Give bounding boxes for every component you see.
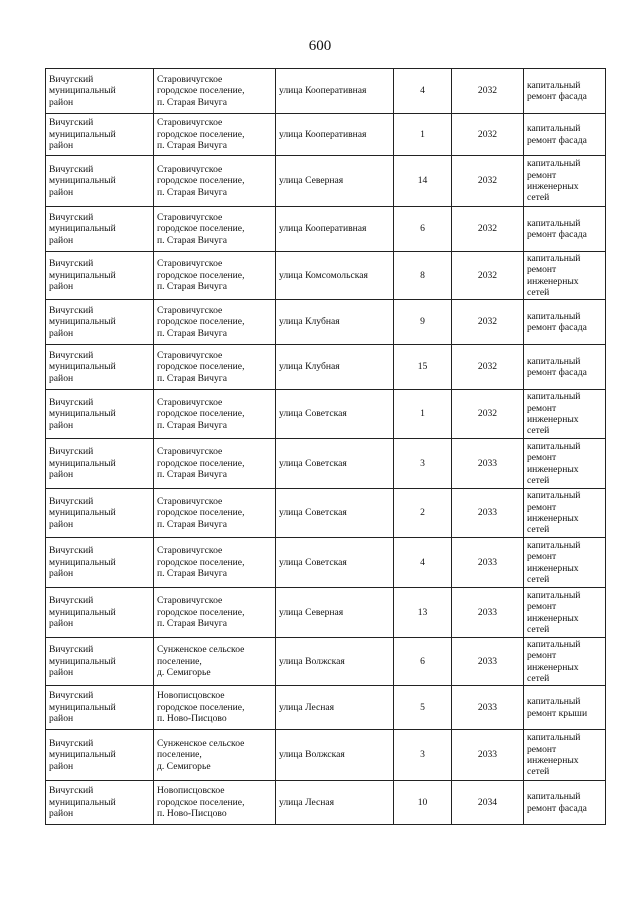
table-row — [46, 390, 606, 439]
street-cell: улица Советская — [276, 538, 394, 588]
district-cell: Вичугский муниципальный район — [46, 114, 154, 156]
district-cell: Вичугский муниципальный район — [46, 69, 154, 114]
settlement-cell: Сунженское сельское поселение, д. Семигорье — [154, 638, 276, 686]
house-number-cell: 6 — [394, 207, 452, 252]
table-row — [46, 345, 606, 390]
table-row — [46, 439, 606, 489]
work-type-cell: капитальный ремонт инженерных сетей — [524, 156, 606, 207]
house-number-cell: 3 — [394, 730, 452, 781]
district-cell: Вичугский муниципальный район — [46, 538, 154, 588]
year-cell: 2033 — [452, 439, 524, 489]
work-type-cell: капитальный ремонт инженерных сетей — [524, 252, 606, 300]
year-cell: 2032 — [452, 390, 524, 439]
street-cell: улица Советская — [276, 489, 394, 538]
house-number-cell: 5 — [394, 686, 452, 730]
table-row — [46, 781, 606, 825]
street-cell: улица Кооперативная — [276, 207, 394, 252]
housing-repair-table — [45, 68, 606, 825]
house-number-cell: 2 — [394, 489, 452, 538]
street-cell: улица Клубная — [276, 300, 394, 345]
house-number-cell: 14 — [394, 156, 452, 207]
table-row — [46, 686, 606, 730]
street-cell: улица Лесная — [276, 781, 394, 825]
district-cell: Вичугский муниципальный район — [46, 638, 154, 686]
house-number-cell: 1 — [394, 390, 452, 439]
work-type-cell: капитальный ремонт инженерных сетей — [524, 439, 606, 489]
year-cell: 2032 — [452, 345, 524, 390]
year-cell: 2033 — [452, 588, 524, 638]
district-cell: Вичугский муниципальный район — [46, 345, 154, 390]
settlement-cell: Старовичугское городское поселение, п. Старая Вичуга — [154, 390, 276, 439]
table-row — [46, 114, 606, 156]
district-cell: Вичугский муниципальный район — [46, 781, 154, 825]
settlement-cell: Старовичугское городское поселение, п. Старая Вичуга — [154, 538, 276, 588]
street-cell: улица Клубная — [276, 345, 394, 390]
year-cell: 2033 — [452, 538, 524, 588]
district-cell: Вичугский муниципальный район — [46, 252, 154, 300]
district-cell: Вичугский муниципальный район — [46, 439, 154, 489]
work-type-cell: капитальный ремонт фасада — [524, 69, 606, 114]
house-number-cell: 10 — [394, 781, 452, 825]
district-cell: Вичугский муниципальный район — [46, 156, 154, 207]
table-row — [46, 638, 606, 686]
street-cell: улица Северная — [276, 156, 394, 207]
house-number-cell: 8 — [394, 252, 452, 300]
work-type-cell: капитальный ремонт фасада — [524, 345, 606, 390]
street-cell: улица Советская — [276, 390, 394, 439]
district-cell: Вичугский муниципальный район — [46, 207, 154, 252]
work-type-cell: капитальный ремонт фасада — [524, 300, 606, 345]
work-type-cell: капитальный ремонт фасада — [524, 114, 606, 156]
table-row — [46, 730, 606, 781]
district-cell: Вичугский муниципальный район — [46, 588, 154, 638]
street-cell: улица Советская — [276, 439, 394, 489]
house-number-cell: 6 — [394, 638, 452, 686]
settlement-cell: Новописцовское городское поселение, п. Ново-Писцово — [154, 686, 276, 730]
year-cell: 2033 — [452, 489, 524, 538]
year-cell: 2033 — [452, 638, 524, 686]
settlement-cell: Старовичугское городское поселение, п. Старая Вичуга — [154, 207, 276, 252]
work-type-cell: капитальный ремонт инженерных сетей — [524, 638, 606, 686]
page-number: 600 — [308, 38, 332, 54]
year-cell: 2032 — [452, 300, 524, 345]
year-cell: 2032 — [452, 252, 524, 300]
table-row — [46, 300, 606, 345]
work-type-cell: капитальный ремонт инженерных сетей — [524, 730, 606, 781]
table-row — [46, 156, 606, 207]
house-number-cell: 15 — [394, 345, 452, 390]
year-cell: 2032 — [452, 156, 524, 207]
street-cell: улица Кооперативная — [276, 114, 394, 156]
work-type-cell: капитальный ремонт фасада — [524, 207, 606, 252]
work-type-cell: капитальный ремонт фасада — [524, 781, 606, 825]
street-cell: улица Волжская — [276, 730, 394, 781]
work-type-cell: капитальный ремонт инженерных сетей — [524, 489, 606, 538]
house-number-cell: 13 — [394, 588, 452, 638]
street-cell: улица Северная — [276, 588, 394, 638]
work-type-cell: капитальный ремонт инженерных сетей — [524, 588, 606, 638]
settlement-cell: Старовичугское городское поселение, п. Старая Вичуга — [154, 345, 276, 390]
district-cell: Вичугский муниципальный район — [46, 390, 154, 439]
house-number-cell: 1 — [394, 114, 452, 156]
table-row — [46, 538, 606, 588]
work-type-cell: капитальный ремонт инженерных сетей — [524, 538, 606, 588]
work-type-cell: капитальный ремонт инженерных сетей — [524, 390, 606, 439]
settlement-cell: Старовичугское городское поселение, п. Старая Вичуга — [154, 252, 276, 300]
street-cell: улица Кооперативная — [276, 69, 394, 114]
year-cell: 2032 — [452, 207, 524, 252]
district-cell: Вичугский муниципальный район — [46, 686, 154, 730]
table-row — [46, 489, 606, 538]
year-cell: 2032 — [452, 69, 524, 114]
settlement-cell: Старовичугское городское поселение, п. Старая Вичуга — [154, 114, 276, 156]
settlement-cell: Старовичугское городское поселение, п. Старая Вичуга — [154, 156, 276, 207]
year-cell: 2032 — [452, 114, 524, 156]
district-cell: Вичугский муниципальный район — [46, 489, 154, 538]
table-row — [46, 207, 606, 252]
table-row — [46, 252, 606, 300]
district-cell: Вичугский муниципальный район — [46, 730, 154, 781]
settlement-cell: Старовичугское городское поселение, п. Старая Вичуга — [154, 300, 276, 345]
street-cell: улица Волжская — [276, 638, 394, 686]
work-type-cell: капитальный ремонт крыши — [524, 686, 606, 730]
settlement-cell: Сунженское сельское поселение, д. Семигорье — [154, 730, 276, 781]
year-cell: 2033 — [452, 686, 524, 730]
settlement-cell: Старовичугское городское поселение, п. Старая Вичуга — [154, 439, 276, 489]
settlement-cell: Старовичугское городское поселение, п. Старая Вичуга — [154, 69, 276, 114]
house-number-cell: 4 — [394, 538, 452, 588]
table-row — [46, 69, 606, 114]
settlement-cell: Старовичугское городское поселение, п. Старая Вичуга — [154, 588, 276, 638]
house-number-cell: 4 — [394, 69, 452, 114]
house-number-cell: 9 — [394, 300, 452, 345]
street-cell: улица Комсомольская — [276, 252, 394, 300]
street-cell: улица Лесная — [276, 686, 394, 730]
settlement-cell: Новописцовское городское поселение, п. Ново-Писцово — [154, 781, 276, 825]
table-row — [46, 588, 606, 638]
district-cell: Вичугский муниципальный район — [46, 300, 154, 345]
settlement-cell: Старовичугское городское поселение, п. Старая Вичуга — [154, 489, 276, 538]
year-cell: 2033 — [452, 730, 524, 781]
year-cell: 2034 — [452, 781, 524, 825]
house-number-cell: 3 — [394, 439, 452, 489]
